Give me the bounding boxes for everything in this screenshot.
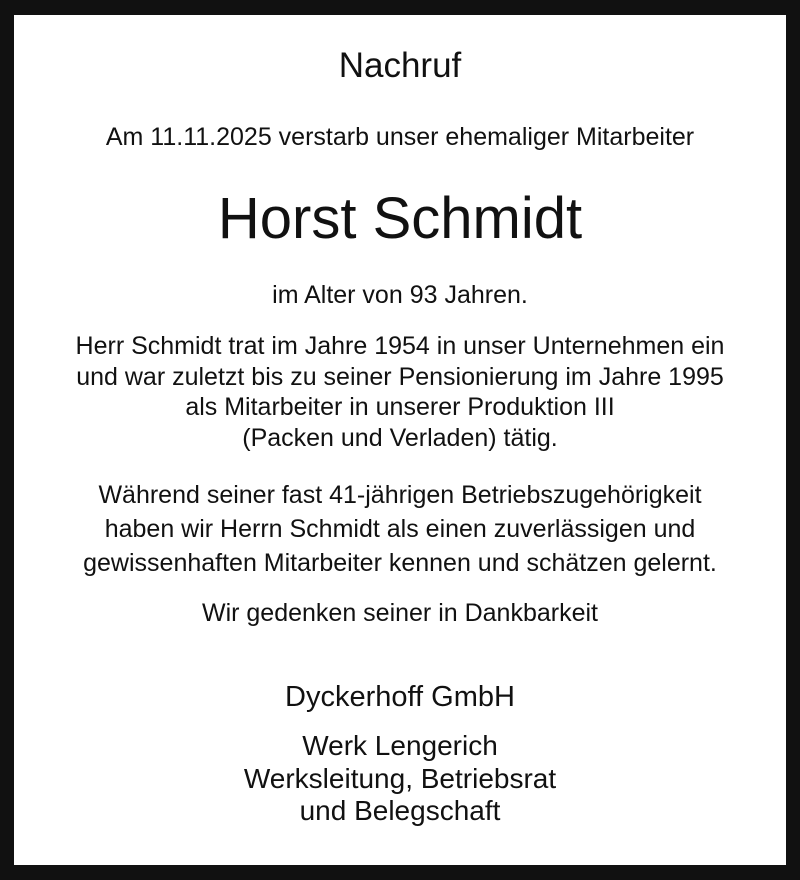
closing-text: Wir gedenken seiner in Dankbarkeit <box>201 599 599 627</box>
company-name: Dyckerhoff GmbH <box>285 681 515 713</box>
notice-title: Nachruf <box>338 46 462 85</box>
career-line: und war zuletzt bis zu seiner Pensionierung im Jahre 1995 <box>76 362 724 391</box>
career-line: als Mitarbeiter in unserer Produktion III <box>185 393 615 421</box>
tribute-paragraph <box>14 478 786 580</box>
tribute-line: Während seiner fast 41-jährigen Betriebszugehörigkeit <box>98 481 702 509</box>
career-line: (Packen und Verladen) tätig. <box>242 423 558 452</box>
career-line: Herr Schmidt trat im Jahre 1954 in unser Unternehmen ein <box>75 332 725 360</box>
age-text: im Alter von 93 Jahren. <box>272 281 528 309</box>
signature-block <box>14 730 786 828</box>
intro-text: Am 11.11.2025 verstarb unser ehemaliger Mitarbeiter <box>105 123 695 151</box>
career-paragraph <box>14 331 786 453</box>
deceased-name: Horst Schmidt <box>217 186 583 251</box>
tribute-line: gewissenhaften Mitarbeiter kennen und schätzen gelernt. <box>83 549 717 577</box>
signature-line: Werk Lengerich <box>302 730 498 761</box>
signature-line: Werksleitung, Betriebsrat <box>243 762 557 794</box>
signature-line: und Belegschaft <box>299 795 501 826</box>
tribute-line: haben wir Herrn Schmidt als einen zuverlässigen und <box>104 515 696 543</box>
